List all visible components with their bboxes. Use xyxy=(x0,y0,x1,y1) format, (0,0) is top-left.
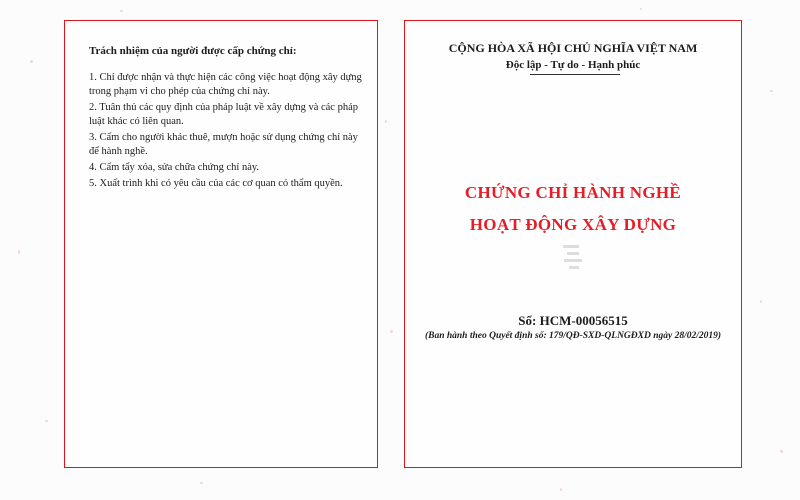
certificate-number: Số: HCM-00056515 xyxy=(518,313,628,328)
list-item: 4. Cấm tẩy xóa, sửa chữa chứng chỉ này. xyxy=(89,162,260,173)
motto-underline xyxy=(530,74,620,75)
certificate-cover-page xyxy=(404,20,742,468)
list-item: 1. Chỉ được nhận và thực hiện các công việc hoạt động xây dựng trong phạm vi cho phép của chứng chỉ này. xyxy=(89,72,362,97)
list-item: 5. Xuất trình khi có yêu cầu của các cơ quan có thẩm quyền. xyxy=(89,178,343,189)
list-item: 3. Cấm cho người khác thuê, mượn hoặc sử dụng chứng chỉ này để hành nghề. xyxy=(89,132,358,157)
certificate-back-page xyxy=(64,20,378,468)
issuance-decision-note: (Ban hành theo Quyết định số: 179/QĐ-SXD-QLNGĐXD ngày 28/02/2019) xyxy=(424,331,722,341)
certificate-title-line-2: HOẠT ĐỘNG XÂY DỰNG xyxy=(469,215,677,234)
faint-stamp-mark xyxy=(561,243,585,273)
responsibilities-title: Trách nhiệm của người được cấp chứng chỉ: xyxy=(89,45,297,57)
national-motto: Độc lập - Tự do - Hạnh phúc xyxy=(505,59,641,71)
national-title: CỘNG HÒA XÃ HỘI CHỦ NGHĨA VIỆT NAM xyxy=(448,41,698,55)
certificate-title-line-1: CHỨNG CHỈ HÀNH NGHỀ xyxy=(464,183,682,202)
responsibilities-list xyxy=(89,71,367,193)
list-item: 2. Tuân thủ các quy định của pháp luật về xây dựng và các pháp luật khác có liên quan. xyxy=(89,102,358,127)
